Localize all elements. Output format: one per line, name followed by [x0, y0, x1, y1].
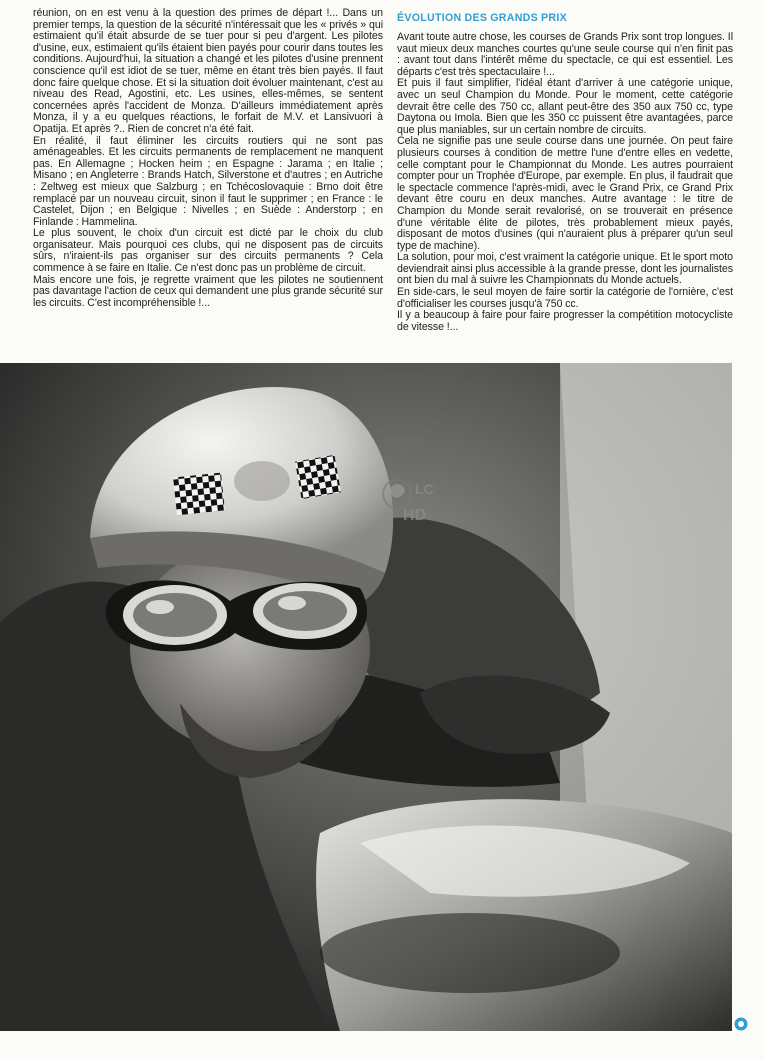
left-paragraph-3: Le plus souvent, le choix d'un circuit est dicté par le choix du club organisateur. Mais pourquoi ces clubs, qui ne disposent pas de circuits sûrs, n'iraient-ils pas organiser sur des circuits permanents ? Cela commence à se faire en Italie. Ce n'est donc pas un problème de circuit. [33, 227, 383, 275]
rider-photo-illustration [0, 363, 732, 1031]
left-text-column [33, 8, 383, 309]
right-paragraph-4: La solution, pour moi, c'est vraiment la catégorie unique. Et le sport moto deviendrait ainsi plus accessible à la grande presse, dont les journalistes ont bien du mal à suivre les Championnats du Monde actuels. [397, 251, 733, 287]
page-marker-icon [734, 1017, 748, 1031]
right-paragraph-1: Avant toute autre chose, les courses de Grands Prix sont trop longues. Il vaut mieux deux manches courtes qu'une seule course qui n'en finit pas : avant tout dans l'intérêt même du spectacle, ce qui est essentiel. Les départs c'est très spectaculaire !... [397, 31, 733, 78]
lc-hd-watermark-logo [379, 472, 449, 532]
right-text-column [397, 8, 733, 333]
svg-text:HD: HD [403, 507, 427, 524]
left-paragraph-4: Mais encore une fois, je regrette vraiment que les pilotes ne soutiennent pas davantage l'action de ceux qui demandent une plus grande sécurité sur les circuits. C'est incompréhensible !... [33, 273, 383, 309]
svg-text:LC: LC [415, 481, 434, 497]
left-paragraph-1: réunion, on en est venu à la question des primes de départ !... Dans un premier temps, la question de la sécurité n'intéressait que les « privés » qui estimaient qu'il était absurde de se tuer pour si peu d'argent. Les pilotes d'usine, eux, estimaient qu'ils étaient bien payés pour courir dans toutes les conditions. Aujourd'hui, la situation a changé et les pilotes d'usine prennent conscience qu'il est idiot de se tuer, même en étant très bien payés. Il faut donc faire quelque chose. Et si la situation doit évoluer maintenant, c'est au niveau des Read, Agostini, etc. Les usines, elles-mêmes, se sentent concernées après l'accident de Monza. D'ailleurs immédiatement après Monza, il y a eu quelques réactions, le forfait de M.V. et Lansivuori à Opatija. Et après ?.. Rien de concret n'a été fait. [33, 7, 383, 135]
right-paragraph-2: Et puis il faut simplifier, l'idéal étant d'arriver à une catégorie unique, avec un seul Champion du Monde. Pour le moment, cette catégorie devrait être celle des 750 cc, allant peut-être des 350 aux 750 cc, type Daytona ou Imola. Bien que les 350 cc puissent être avantagées, parce que plus maniables, sur un certain nombre de circuits. [397, 77, 733, 136]
right-paragraph-5: En side-cars, le seul moyen de faire sortir la catégorie de l'ornière, c'est d'officialiser les courses jusqu'à 750 cc. [397, 286, 733, 310]
right-paragraph-6: Il y a beaucoup à faire pour faire progresser la compétition motocycliste de vitesse !... [397, 309, 733, 333]
section-heading: ÉVOLUTION DES GRANDS PRIX [397, 12, 567, 24]
left-paragraph-2: En réalité, il faut éliminer les circuits routiers qui ne sont pas aménageables. Et les circuits permanents de remplacement ne manquent pas. En Allemagne ; Hocken heim ; en Espagne : Jarama ; en Italie ; Misano ; en Angleterre : Brands Hatch, Silverstone et d'autres ; en Autriche : Zeltweg est mieux que Salzburg ; en Tchécoslovaquie : Brno doit être remplacé par un nouveau circuit, sinon il faut le supprimer ; en France : le Castelet, Dijon ; en Belgique : Nivelles ; en Suède : Anderstorp ; en Finlande : Hammelina. [33, 134, 383, 228]
rider-photo [0, 363, 732, 1031]
right-paragraph-3: Cela ne signifie pas une seule course dans une journée. On peut faire plusieurs courses à condition de mettre l'une d'entre elles en vedette, celle comptant pour le Championnat du Monde. Les autres pourraient compter pour un Trophée d'Europe, par exemple. En plus, il faudrait que le spectacle commence l'après-midi, avec le Grand Prix, ce Grand Prix devant être couru en deux manches. Autre avantage : le titre de Champion du Monde serait revalorisé, on se trouverait en présence d'une véritable élite de pilotes, très probablement mieux payés, disposant de motos d'usines (qui n'auraient plus à préparer qu'un seul type de machine). [397, 135, 733, 252]
